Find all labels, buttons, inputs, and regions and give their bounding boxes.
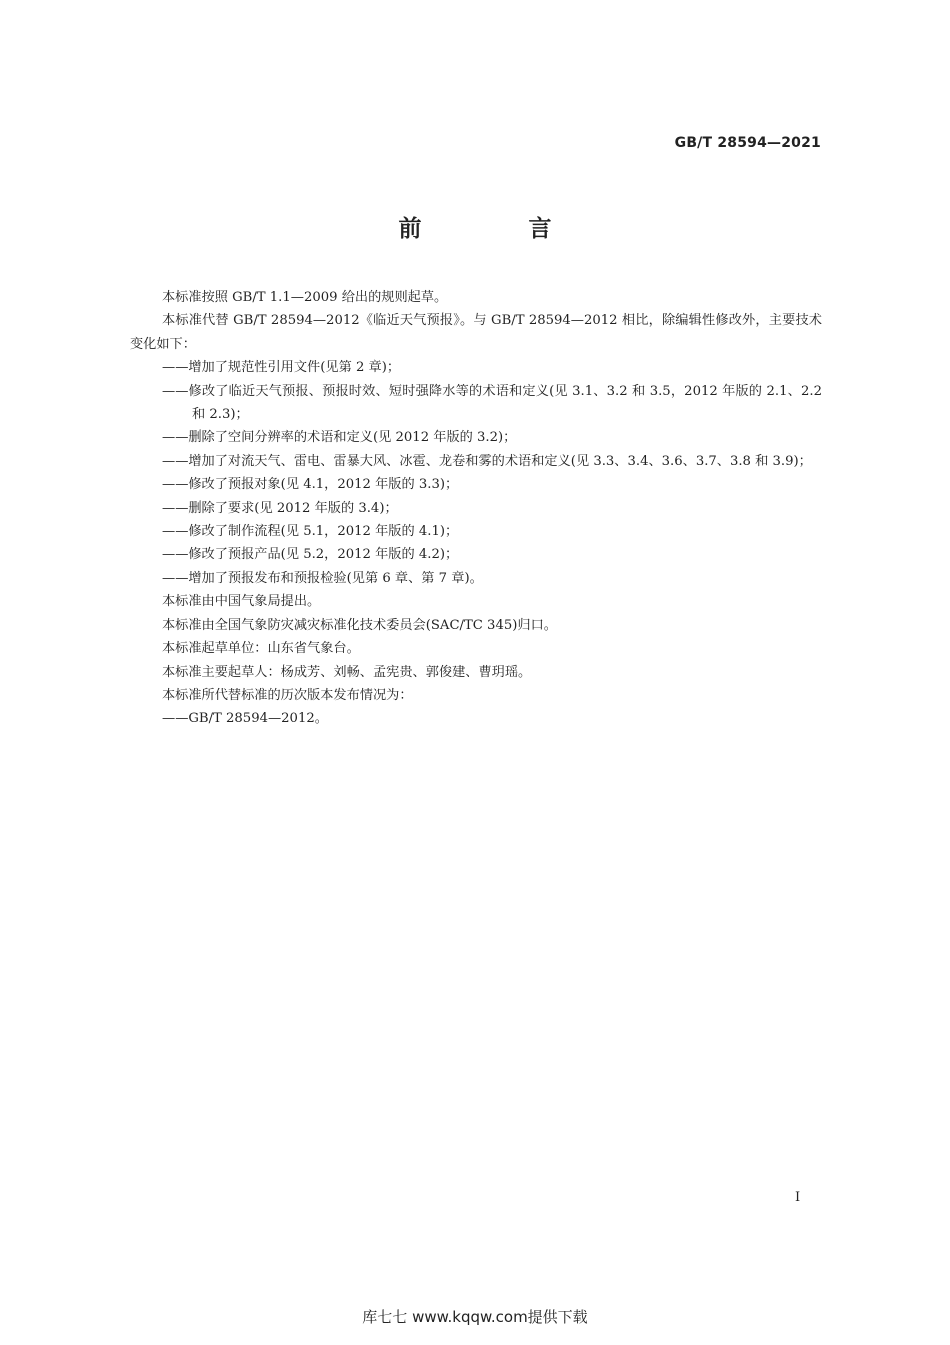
- footer-watermark: 库七七 www.kqqw.com提供下载: [362, 1308, 588, 1326]
- paragraph-committee: 本标准由全国气象防灾减灾标准化技术委员会(SAC/TC 345)归口。: [162, 617, 557, 633]
- list-item: ——修改了临近天气预报、预报时效、短时强降水等的术语和定义(见 3.1、3.2 和 3.5，2012 年版的 2.1、2.2 和 2.3)；: [162, 383, 822, 423]
- list-item: ——增加了规范性引用文件(见第 2 章)；: [162, 360, 401, 376]
- paragraph-drafting-unit: 本标准起草单位：山东省气象台。: [162, 641, 360, 657]
- paragraph-replaces: 本标准代替 GB/T 28594—2012《临近天气预报》。与 GB/T 28594—2012 相比，除编辑性修改外，主要技术变化如下：: [130, 313, 822, 352]
- paragraph-drafters: 本标准主要起草人：杨成芳、刘畅、孟宪贵、郭俊建、曹玥瑶。: [162, 664, 532, 680]
- paragraph-history: 本标准所代替标准的历次版本发布情况为：: [162, 687, 413, 703]
- list-item: ——删除了要求(见 2012 年版的 3.4)；: [162, 500, 398, 516]
- paragraph-drafting-rules: 本标准按照 GB/T 1.1—2009 给出的规则起草。: [162, 290, 448, 305]
- list-item: ——修改了制作流程(见 5.1，2012 年版的 4.1)；: [162, 524, 459, 540]
- list-item: ——增加了预报发布和预报检验(见第 6 章、第 7 章)。: [162, 570, 483, 586]
- list-item: ——修改了预报产品(见 5.2，2012 年版的 4.2)；: [162, 547, 459, 563]
- list-item: ——修改了预报对象(见 4.1，2012 年版的 3.3)；: [162, 477, 459, 493]
- page-number: I: [795, 1190, 801, 1205]
- list-item: ——删除了空间分辨率的术语和定义(见 2012 年版的 3.2)；: [162, 430, 517, 446]
- document-body: [130, 286, 822, 731]
- standard-code: GB/T 28594—2021: [674, 135, 821, 151]
- list-item: ——GB/T 28594—2012。: [162, 711, 328, 727]
- page-title: 前 言: [398, 216, 594, 242]
- list-item: ——增加了对流天气、雷电、雷暴大风、冰雹、龙卷和雾的术语和定义(见 3.3、3.4、3.6、3.7、3.8 和 3.9)；: [162, 453, 812, 469]
- paragraph-proposer: 本标准由中国气象局提出。: [162, 594, 321, 610]
